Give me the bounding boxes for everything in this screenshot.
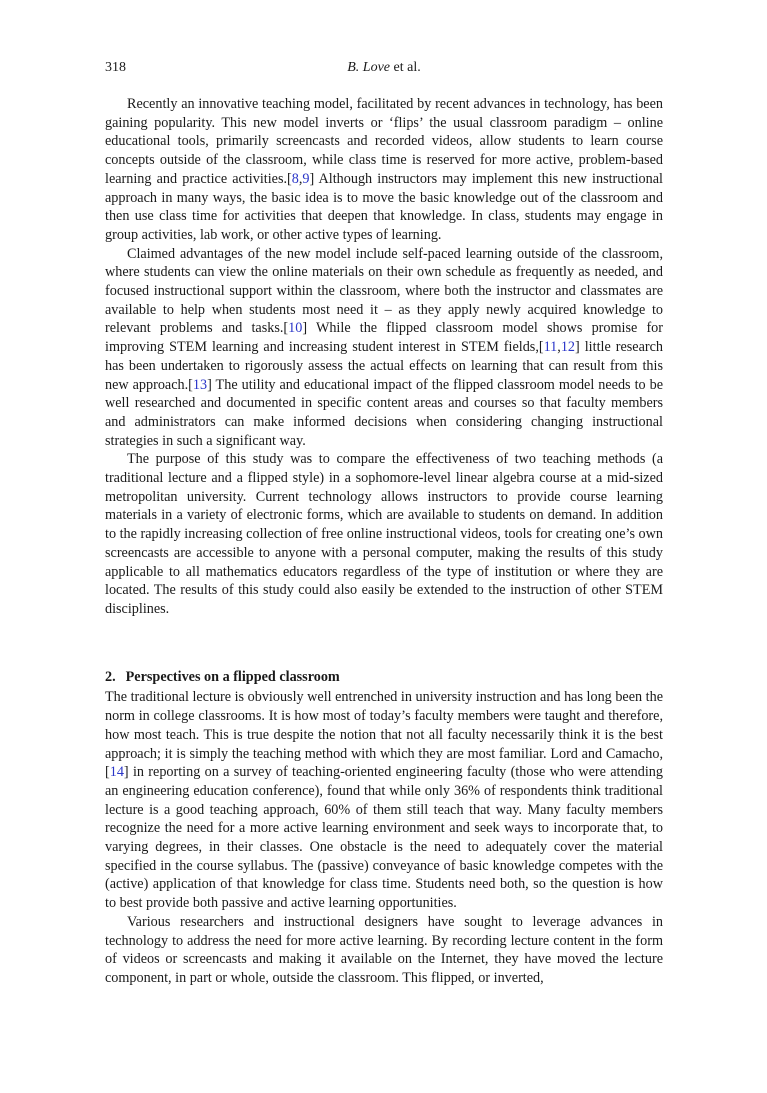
citation-link[interactable]: 11 (543, 339, 558, 356)
section-body (105, 688, 663, 987)
citation-link[interactable]: 8 (291, 170, 299, 187)
running-header (105, 58, 663, 78)
citation-link[interactable]: 12 (560, 339, 576, 356)
paragraph-text: The traditional lecture is obviously well entrenched in university instruction and has long been the norm in college classrooms. It is how most of today’s faculty members were taught and therefore, how most teach. This is true despite the notion that not all faculty necessarily think it is the best approach; it is simply the teaching method with which they are most familiar. Lord and Camacho,[ (105, 689, 663, 781)
citation-link[interactable]: 10 (288, 320, 303, 337)
paragraph (105, 913, 663, 988)
paragraph-text: Recently an innovative teaching model, facilitated by recent advances in technology, has been gaining popularity. This new model inverts or ‘flips’ the usual classroom paradigm – online educational tools, primarily screencasts and recorded videos, allow students to learn course concepts outside of the classroom, while class time is reserved for more active, problem-based learning and practice activities.[ (105, 96, 663, 187)
paragraph-text: Claimed advantages of the new model include self-paced learning outside of the classroom, where students can view the online materials on their own schedule as frequently as needed, and focused instructional support within the classroom, where both the instructor and classmates are available to help when students most need it – as they apply newly acquired knowledge to relevant problems and tasks.[ (105, 245, 663, 337)
paragraph-text: ] While the flipped classroom model shows promise for improving STEM learning and increasing student interest in STEM fields,[ (105, 320, 663, 356)
page-number: 318 (105, 60, 126, 75)
paragraph-text: , (298, 170, 303, 187)
intro-section (105, 95, 663, 619)
paragraph (105, 245, 663, 451)
section-heading (105, 668, 663, 687)
citation-link[interactable]: 13 (192, 376, 208, 393)
paragraph-text: ] Although instructors may implement this new instructional approach in many ways, the basic idea is to move the basic knowledge out of the classroom and then use class time for activities that deepen that knowledge. In class, students may engage in group activities, lab work, or other active types of learning. (105, 170, 663, 243)
paragraph-text: Various researchers and instructional designers have sought to leverage advances in technology to address the need for more active learning. By recording lecture content in the form of videos or screencasts and making it available on the Internet, they have moved the lecture component, in part or whole, outside the classroom. This flipped, or inverted, (105, 913, 663, 986)
paragraph-text: ] little research has been undertaken to rigorously assess the actual effects on learning that can result from this new approach.[ (105, 339, 663, 393)
paragraph (105, 95, 663, 245)
section-number: 2. (105, 668, 116, 685)
citation-link[interactable]: 9 (302, 170, 310, 187)
paragraph (105, 450, 663, 618)
body-text (105, 95, 663, 988)
paragraph-text: ] in reporting on a survey of teaching-oriented engineering faculty (those who were attending an engineering education conference), found that while only 36% of respondents think traditional lecture is a good teaching approach, 60% of them still teach that way. Many faculty members recognize the need for a more active learning environment and seek ways to incorporate that, to varying degrees, in their classes. One obstacle is the need to adequately cover the material specified in the course syllabus. The (passive) conveyance of basic knowledge competes with the (active) application of that knowledge for class time. Students need both, so the question is how to best provide both passive and active learning opportunities. (105, 764, 663, 912)
paragraph-text: , (557, 339, 561, 356)
section-title: Perspectives on a flipped classroom (125, 668, 340, 685)
paragraph (105, 688, 663, 912)
paragraph-text: The purpose of this study was to compare the effectiveness of two teaching methods (a traditional lecture and a flipped style) in a sophomore-level linear algebra course at a mid-sized metropolitan university. Current technology allows instructors to provide course learning materials in a variety of electronic forms, which are available to students on demand. In addition to the rapidly increasing collection of free online instructional videos, tools for creating one’s own screencasts are accessible to anyone with a personal computer, making the results of this study applicable to all mathematics educators regardless of the type of institution or where they are located. The results of this study could also easily be extended to the instruction of other STEM disciplines. (105, 451, 663, 617)
author-suffix: et al. (390, 60, 421, 75)
paragraph-text: ] The utility and educational impact of the flipped classroom model needs to be well researched and documented in specific content areas and courses so that faculty members and administrators can make informed decisions when considering changing instructional strategies in such a significant way. (105, 376, 663, 449)
citation-link[interactable]: 14 (109, 764, 124, 781)
author-name: B. Love (347, 60, 391, 75)
running-head (105, 58, 663, 78)
